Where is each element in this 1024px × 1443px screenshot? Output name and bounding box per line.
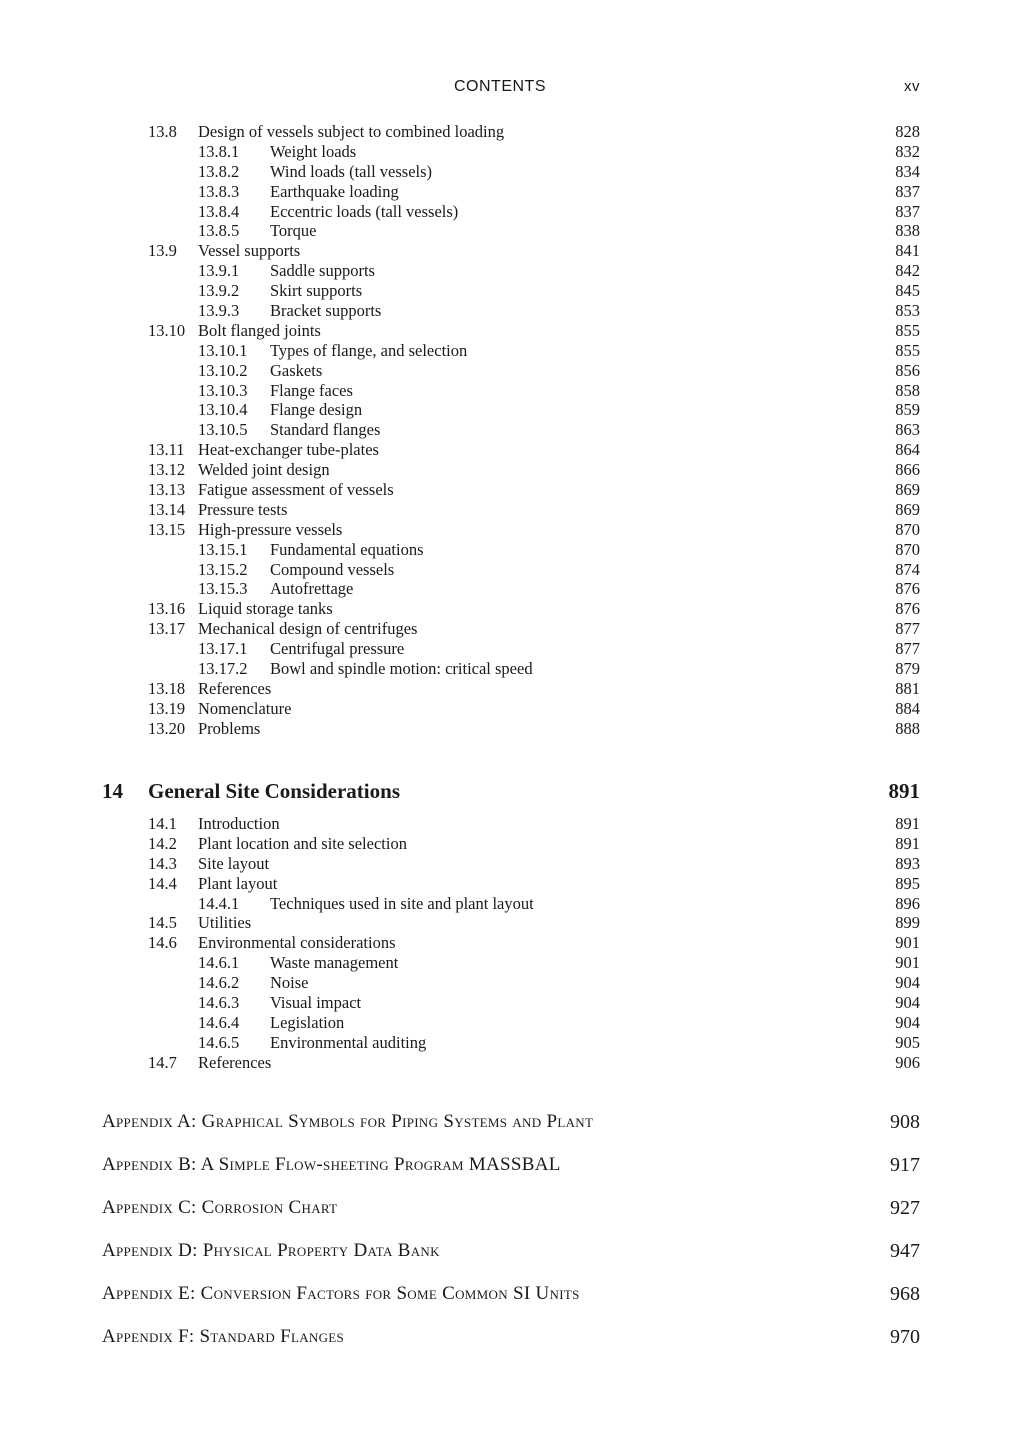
toc-subsection-row: [0, 341, 1024, 361]
toc-entry-number: 13.20: [148, 718, 186, 738]
toc-entry-title: Plant location and site selection: [198, 833, 407, 853]
toc-entry-page: 884: [895, 698, 920, 718]
toc-section-row: [0, 520, 1024, 540]
toc-entry-title: Skirt supports: [270, 281, 363, 301]
toc-entry-title: Standard flanges: [270, 420, 381, 440]
toc-entry-number: 13.17: [148, 619, 186, 639]
toc-entry-title: Introduction: [198, 814, 280, 833]
toc-entry-number: 13.8.4: [198, 201, 240, 221]
toc-entry-number: 13.8.1: [198, 141, 240, 161]
toc-entry-number: 13.10.5: [198, 420, 248, 440]
appendix-row: [0, 1109, 1024, 1135]
toc-entry-number: 13.17.2: [198, 659, 248, 679]
toc-entry-page: 842: [895, 261, 920, 281]
toc-entry-title: Torque: [270, 221, 317, 241]
toc-entry-number: 13.15: [148, 519, 186, 539]
toc-entry-title: Centrifugal pressure: [270, 639, 405, 659]
toc-entry-title: Flange design: [270, 400, 363, 420]
toc-subsection-row: [0, 560, 1024, 580]
toc-entry-page: 869: [895, 480, 920, 500]
chapter-title: General Site Considerations: [148, 779, 400, 803]
toc-section-row: [0, 913, 1024, 933]
toc-entry-page: 838: [895, 221, 920, 241]
toc-entry-number: 14.4: [148, 873, 177, 893]
toc-entry-page: 891: [895, 814, 920, 833]
toc-section-row: [0, 321, 1024, 341]
toc-entry-number: 13.14: [148, 499, 186, 519]
toc-entry-number: 14.6.3: [198, 993, 240, 1013]
toc-entry-page: 901: [895, 953, 920, 973]
toc-subsection-row: [0, 202, 1024, 222]
toc-entry-title: Plant layout: [198, 873, 278, 893]
appendix-page: 927: [890, 1197, 920, 1219]
toc-entry-number: 13.18: [148, 678, 186, 698]
toc-entry-title: Site layout: [198, 853, 270, 873]
toc-entry-title: Welded joint design: [198, 460, 330, 480]
toc-entry-title: Fatigue assessment of vessels: [198, 480, 394, 500]
appendix-row: [0, 1195, 1024, 1221]
toc-entry-title: Environmental auditing: [270, 1032, 427, 1052]
toc-subsection-row: [0, 281, 1024, 301]
chapter-heading: [0, 777, 1024, 805]
toc-entry-title: Problems: [198, 718, 261, 738]
toc-subsection-row: [0, 639, 1024, 659]
toc-entry-page: 855: [895, 320, 920, 340]
toc-entry-title: Earthquake loading: [270, 181, 399, 201]
toc-entry-title: Wind loads (tall vessels): [270, 161, 433, 181]
toc-entry-page: 876: [895, 579, 920, 599]
toc-entry-number: 14.6.2: [198, 973, 240, 993]
running-title: CONTENTS: [454, 78, 546, 95]
page-header: [0, 78, 1024, 100]
toc-entry-number: 14.6.4: [198, 1012, 240, 1032]
toc-entry-number: 13.13: [148, 480, 186, 500]
toc-chapter-13-list: [0, 122, 1024, 739]
appendix-title: Appendix F: Standard Flanges: [102, 1326, 345, 1347]
toc-entry-title: Saddle supports: [270, 261, 375, 281]
toc-entry-title: Liquid storage tanks: [198, 599, 333, 619]
toc-entry-title: References: [198, 1052, 272, 1072]
toc-subsection-row: [0, 953, 1024, 973]
toc-subsection-row: [0, 993, 1024, 1013]
toc-entry-number: 13.15.1: [198, 539, 248, 559]
toc-entry-number: 13.17.1: [198, 639, 248, 659]
toc-section-row: [0, 460, 1024, 480]
toc-entry-title: Waste management: [270, 953, 399, 973]
toc-entry-title: Pressure tests: [198, 499, 288, 519]
appendix-page: 947: [890, 1240, 920, 1262]
toc-entry-title: Design of vessels subject to combined loading: [198, 122, 505, 141]
toc-entry-title: Mechanical design of centrifuges: [198, 619, 418, 639]
toc-entry-number: 14.7: [148, 1052, 177, 1072]
page-number: xv: [904, 78, 920, 95]
toc-section-row: [0, 699, 1024, 719]
toc-entry-title: Visual impact: [270, 993, 362, 1013]
toc-entry-title: Techniques used in site and plant layout: [270, 893, 534, 913]
toc-entry-page: 853: [895, 301, 920, 321]
toc-subsection-row: [0, 659, 1024, 679]
toc-entry-page: 869: [895, 499, 920, 519]
toc-section-row: [0, 854, 1024, 874]
toc-entry-number: 13.9.3: [198, 301, 240, 321]
toc-entry-number: 14.4.1: [198, 893, 240, 913]
toc-entry-page: 905: [895, 1032, 920, 1052]
toc-entry-page: 881: [895, 678, 920, 698]
toc-entry-page: 856: [895, 360, 920, 380]
toc-subsection-row: [0, 420, 1024, 440]
toc-entry-page: 876: [895, 599, 920, 619]
toc-entry-page: 874: [895, 559, 920, 579]
toc-entry-page: 888: [895, 718, 920, 738]
toc-entry-page: 837: [895, 201, 920, 221]
appendix-row: [0, 1324, 1024, 1350]
toc-subsection-row: [0, 221, 1024, 241]
toc-chapter-14-list: [0, 814, 1024, 1073]
toc-entry-title: Types of flange, and selection: [270, 340, 468, 360]
toc-entry-number: 14.2: [148, 833, 177, 853]
toc-entry-number: 13.15.2: [198, 559, 248, 579]
toc-entry-page: 906: [895, 1052, 920, 1072]
toc-entry-title: Utilities: [198, 913, 252, 933]
toc-entry-title: Heat-exchanger tube-plates: [198, 440, 379, 460]
appendix-row: [0, 1281, 1024, 1307]
toc-section-row: [0, 599, 1024, 619]
toc-entry-title: Gaskets: [270, 360, 323, 380]
toc-entry-page: 855: [895, 340, 920, 360]
toc-section-row: [0, 241, 1024, 261]
toc-entry-title: Eccentric loads (tall vessels): [270, 201, 459, 221]
toc-entry-page: 877: [895, 619, 920, 639]
toc-entry-title: Bowl and spindle motion: critical speed: [270, 659, 533, 679]
toc-entry-title: Nomenclature: [198, 698, 292, 718]
toc-entry-title: References: [198, 678, 272, 698]
toc-entry-title: Compound vessels: [270, 559, 395, 579]
toc-entry-title: Legislation: [270, 1012, 345, 1032]
appendix-page: 908: [890, 1111, 920, 1133]
toc-entry-number: 13.19: [148, 698, 186, 718]
toc-subsection-row: [0, 1033, 1024, 1053]
toc-subsection-row: [0, 162, 1024, 182]
toc-entry-number: 13.12: [148, 460, 186, 480]
toc-section-row: [0, 874, 1024, 894]
toc-entry-number: 13.10.1: [198, 340, 248, 360]
toc-entry-page: 879: [895, 659, 920, 679]
toc-entry-number: 13.9.2: [198, 281, 240, 301]
toc-entry-title: Fundamental equations: [270, 539, 424, 559]
toc-entry-title: Weight loads: [270, 141, 357, 161]
toc-subsection-row: [0, 540, 1024, 560]
toc-entry-page: 904: [895, 973, 920, 993]
toc-entry-page: 859: [895, 400, 920, 420]
toc-section-row: [0, 933, 1024, 953]
toc-entry-page: 896: [895, 893, 920, 913]
toc-entry-number: 14.6: [148, 933, 177, 953]
toc-subsection-row: [0, 1013, 1024, 1033]
appendix-title: Appendix E: Conversion Factors for Some Common SI Units: [102, 1283, 580, 1304]
toc-entry-number: 13.8.3: [198, 181, 240, 201]
toc-entry-number: 13.16: [148, 599, 186, 619]
toc-section-row: [0, 814, 1024, 834]
appendix-title: Appendix D: Physical Property Data Bank: [102, 1240, 440, 1261]
appendix-title: Appendix C: Corrosion Chart: [102, 1197, 338, 1218]
toc-entry-page: 891: [895, 833, 920, 853]
toc-entry-number: 13.11: [148, 440, 185, 460]
toc-entry-number: 13.15.3: [198, 579, 248, 599]
toc-entry-title: Flange faces: [270, 380, 353, 400]
toc-entry-page: 845: [895, 281, 920, 301]
toc-entry-title: Environmental considerations: [198, 933, 396, 953]
toc-subsection-row: [0, 381, 1024, 401]
toc-entry-page: 841: [895, 241, 920, 261]
toc-entry-title: Bolt flanged joints: [198, 320, 321, 340]
toc-subsection-row: [0, 261, 1024, 281]
toc-section-row: [0, 679, 1024, 699]
toc-entry-number: 14.3: [148, 853, 177, 873]
toc-entry-number: 13.8: [148, 122, 177, 141]
toc-entry-number: 13.8.5: [198, 221, 240, 241]
toc-entry-title: Bracket supports: [270, 301, 382, 321]
toc-subsection-row: [0, 894, 1024, 914]
toc-entry-page: 864: [895, 440, 920, 460]
toc-section-row: [0, 480, 1024, 500]
toc-entry-page: 863: [895, 420, 920, 440]
toc-entry-number: 13.8.2: [198, 161, 240, 181]
toc-subsection-row: [0, 973, 1024, 993]
toc-entry-title: Noise: [270, 973, 309, 993]
toc-subsection-row: [0, 182, 1024, 202]
toc-subsection-row: [0, 142, 1024, 162]
appendix-page: 970: [890, 1326, 920, 1348]
toc-entry-page: 828: [895, 122, 920, 141]
toc-entry-title: Autofrettage: [270, 579, 354, 599]
toc-entry-number: 13.9.1: [198, 261, 240, 281]
toc-entry-page: 893: [895, 853, 920, 873]
appendix-row: [0, 1238, 1024, 1264]
toc-section-row: [0, 440, 1024, 460]
toc-entry-page: 901: [895, 933, 920, 953]
toc-entry-page: 904: [895, 993, 920, 1013]
toc-entry-number: 13.10.2: [198, 360, 248, 380]
toc-entry-page: 870: [895, 539, 920, 559]
toc-subsection-row: [0, 400, 1024, 420]
appendix-page: 968: [890, 1283, 920, 1305]
toc-entry-number: 14.6.1: [198, 953, 240, 973]
toc-entry-page: 858: [895, 380, 920, 400]
toc-entry-page: 866: [895, 460, 920, 480]
toc-entry-page: 832: [895, 141, 920, 161]
toc-subsection-row: [0, 361, 1024, 381]
toc-entry-number: 14.5: [148, 913, 177, 933]
toc-entry-page: 904: [895, 1012, 920, 1032]
toc-entry-number: 13.9: [148, 241, 177, 261]
toc-entry-number: 13.10.4: [198, 400, 248, 420]
appendix-row: [0, 1152, 1024, 1178]
toc-entry-number: 13.10: [148, 320, 186, 340]
toc-entry-page: 895: [895, 873, 920, 893]
toc-section-row: [0, 719, 1024, 739]
toc-subsection-row: [0, 301, 1024, 321]
toc-entry-page: 899: [895, 913, 920, 933]
appendix-page: 917: [890, 1154, 920, 1176]
toc-entry-number: 13.10.3: [198, 380, 248, 400]
toc-entry-page: 877: [895, 639, 920, 659]
appendix-title: Appendix B: A Simple Flow-sheeting Program MASSBAL: [102, 1154, 561, 1175]
toc-subsection-row: [0, 579, 1024, 599]
toc-section-row: [0, 122, 1024, 142]
toc-entry-page: 870: [895, 519, 920, 539]
toc-entry-number: 14.1: [148, 814, 177, 833]
chapter-page: 891: [888, 779, 920, 803]
toc-section-row: [0, 619, 1024, 639]
toc-entry-title: Vessel supports: [198, 241, 301, 261]
toc-entry-page: 834: [895, 161, 920, 181]
toc-section-row: [0, 500, 1024, 520]
appendix-title: Appendix A: Graphical Symbols for Piping Systems and Plant: [102, 1111, 594, 1132]
toc-entry-number: 14.6.5: [198, 1032, 240, 1052]
chapter-number: 14: [102, 779, 123, 803]
toc-entry-title: High-pressure vessels: [198, 519, 343, 539]
toc-entry-page: 837: [895, 181, 920, 201]
toc-section-row: [0, 1053, 1024, 1073]
toc-section-row: [0, 834, 1024, 854]
